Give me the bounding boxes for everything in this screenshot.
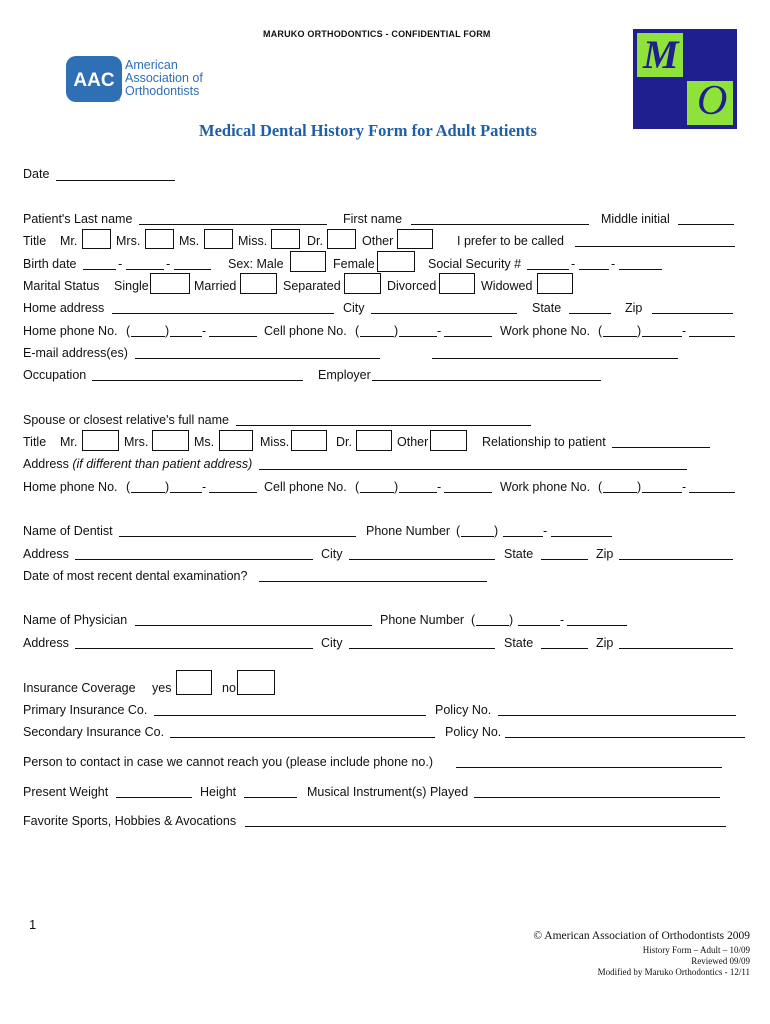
- spouse-home-phone-label: Home phone No.: [23, 480, 118, 494]
- dentist-name-label: Name of Dentist: [23, 524, 113, 538]
- emergency-contact-field[interactable]: [456, 767, 722, 768]
- spouse-field[interactable]: [236, 425, 531, 426]
- marital-divorced-checkbox[interactable]: [439, 273, 475, 294]
- work-phone-prefix-field[interactable]: [642, 336, 682, 337]
- spouse-title-miss-checkbox[interactable]: [291, 430, 327, 451]
- footer-copyright: © American Association of Orthodontists 2009: [533, 930, 750, 942]
- physician-phone-area-field[interactable]: [476, 625, 509, 626]
- mo-logo-letter-m: M: [643, 32, 679, 77]
- aao-logo-line1: American: [125, 58, 178, 72]
- footer-reviewed: Reviewed 09/09: [691, 956, 750, 966]
- date-label: Date: [23, 167, 50, 181]
- cell-phone-area-field[interactable]: [360, 336, 394, 337]
- home-phone-dash: -: [202, 324, 207, 338]
- physician-address-field[interactable]: [75, 648, 313, 649]
- spouse-title-other-checkbox[interactable]: [430, 430, 467, 451]
- dentist-address-label: Address: [23, 547, 69, 561]
- cell-phone-paren-open: (: [355, 324, 360, 338]
- physician-phone-label: Phone Number: [380, 613, 465, 627]
- birth-day-field[interactable]: [126, 269, 164, 270]
- home-city-label: City: [343, 301, 365, 315]
- spouse-title-ms-label: Ms.: [194, 435, 215, 449]
- ssn-part1-field[interactable]: [527, 269, 569, 270]
- footer-history: History Form – Adult – 10/09: [642, 945, 750, 955]
- spouse-cell-phone-dash: -: [437, 480, 442, 494]
- relationship-label: Relationship to patient: [482, 435, 606, 449]
- aao-logo-line2: Association of: [125, 71, 203, 85]
- dentist-phone-line-field[interactable]: [551, 536, 612, 537]
- middle-initial-label: Middle initial: [601, 212, 670, 226]
- ssn-part3-field[interactable]: [619, 269, 662, 270]
- secondary-insurance-label: Secondary Insurance Co.: [23, 725, 165, 739]
- sex-female-checkbox[interactable]: [377, 251, 415, 272]
- title-mrs-label: Mrs.: [116, 234, 141, 248]
- dentist-city-field[interactable]: [349, 559, 495, 560]
- mo-logo: [633, 29, 737, 129]
- insurance-yes-checkbox[interactable]: [176, 670, 212, 695]
- birth-sep-1: -: [118, 257, 123, 271]
- work-phone-line-field[interactable]: [689, 336, 735, 337]
- spouse-title-mrs-checkbox[interactable]: [152, 430, 189, 451]
- home-city-field[interactable]: [371, 313, 517, 314]
- birth-date-label: Birth date: [23, 257, 77, 271]
- dentist-name-field[interactable]: [119, 536, 356, 537]
- spouse-address-note: (if different than patient address): [72, 457, 253, 471]
- aao-logo-tm: TM: [113, 97, 121, 103]
- physician-zip-label: Zip: [596, 636, 614, 650]
- weight-label: Present Weight: [23, 785, 109, 799]
- title-mrs-checkbox[interactable]: [145, 229, 174, 249]
- cell-phone-label: Cell phone No.: [264, 324, 347, 338]
- occupation-field[interactable]: [92, 380, 303, 381]
- spouse-title-dr-checkbox[interactable]: [356, 430, 392, 451]
- marital-widowed-label: Widowed: [481, 279, 533, 293]
- form-header: MARUKO ORTHODONTICS - CONFIDENTIAL FORM: [263, 29, 491, 39]
- instrument-field[interactable]: [474, 797, 720, 798]
- spouse-title-mr-label: Mr.: [60, 435, 78, 449]
- ssn-sep-1: -: [571, 257, 576, 271]
- spouse-title-label: Title: [23, 435, 47, 449]
- spouse-work-phone-line-field[interactable]: [689, 492, 735, 493]
- height-field[interactable]: [244, 797, 297, 798]
- work-phone-dash: -: [682, 324, 687, 338]
- physician-name-label: Name of Physician: [23, 613, 128, 627]
- title-other-label: Other: [362, 234, 394, 248]
- work-phone-paren-close: ): [637, 324, 642, 338]
- spouse-home-phone-line-field[interactable]: [209, 492, 257, 493]
- home-state-label: State: [532, 301, 562, 315]
- marital-married-label: Married: [194, 279, 237, 293]
- home-phone-area-field[interactable]: [131, 336, 165, 337]
- physician-phone-paren-close: ): [509, 613, 514, 627]
- sex-female-label: Female: [333, 257, 375, 271]
- spouse-cell-phone-label: Cell phone No.: [264, 480, 347, 494]
- ssn-label: Social Security #: [428, 257, 522, 271]
- cell-phone-paren-close: ): [394, 324, 399, 338]
- dentist-phone-dash: -: [543, 524, 548, 538]
- birth-sep-2: -: [166, 257, 171, 271]
- spouse-address-label: Address (if different than patient address): [23, 457, 253, 471]
- sex-male-checkbox[interactable]: [290, 251, 326, 272]
- dentist-phone-area-field[interactable]: [461, 536, 494, 537]
- dentist-phone-prefix-field[interactable]: [503, 536, 543, 537]
- title-mr-checkbox[interactable]: [82, 229, 111, 249]
- last-name-field[interactable]: [139, 224, 327, 225]
- spouse-title-dr-label: Dr.: [336, 435, 352, 449]
- employer-field[interactable]: [372, 380, 601, 381]
- marital-single-label: Single: [114, 279, 149, 293]
- physician-phone-paren-open: (: [471, 613, 476, 627]
- spouse-title-mr-checkbox[interactable]: [82, 430, 119, 451]
- physician-address-label: Address: [23, 636, 69, 650]
- home-address-label: Home address: [23, 301, 105, 315]
- physician-name-field[interactable]: [135, 625, 372, 626]
- physician-phone-prefix-field[interactable]: [518, 625, 560, 626]
- home-zip-field[interactable]: [652, 313, 733, 314]
- dentist-city-label: City: [321, 547, 343, 561]
- spouse-title-other-label: Other: [397, 435, 429, 449]
- work-phone-label: Work phone No.: [500, 324, 591, 338]
- spouse-work-phone-area-field[interactable]: [603, 492, 637, 493]
- spouse-label: Spouse or closest relative's full name: [23, 413, 229, 427]
- sports-field[interactable]: [245, 826, 726, 827]
- spouse-work-phone-dash: -: [682, 480, 687, 494]
- spouse-title-ms-checkbox[interactable]: [219, 430, 253, 451]
- prefer-field[interactable]: [575, 246, 735, 247]
- first-name-field[interactable]: [411, 224, 589, 225]
- sex-male-label: Sex: Male: [228, 257, 284, 271]
- title-dr-label: Dr.: [307, 234, 323, 248]
- page-number: 1: [29, 917, 37, 932]
- spouse-title-mrs-label: Mrs.: [124, 435, 149, 449]
- employer-label: Employer: [318, 368, 371, 382]
- spouse-title-miss-label: Miss.: [260, 435, 290, 449]
- home-address-field[interactable]: [112, 313, 334, 314]
- secondary-policy-field[interactable]: [505, 737, 745, 738]
- recent-exam-field[interactable]: [259, 581, 487, 582]
- title-dr-checkbox[interactable]: [327, 229, 356, 249]
- spouse-home-phone-dash: -: [202, 480, 207, 494]
- physician-state-field[interactable]: [541, 648, 588, 649]
- occupation-label: Occupation: [23, 368, 87, 382]
- title-miss-label: Miss.: [238, 234, 268, 248]
- primary-insurance-label: Primary Insurance Co.: [23, 703, 148, 717]
- dentist-phone-label: Phone Number: [366, 524, 451, 538]
- title-mr-label: Mr.: [60, 234, 78, 248]
- aao-logo-line3: Orthodontists: [125, 84, 200, 98]
- spouse-work-phone-paren-open: (: [598, 480, 603, 494]
- marital-divorced-label: Divorced: [387, 279, 437, 293]
- secondary-policy-label: Policy No.: [445, 725, 502, 739]
- first-name-label: First name: [343, 212, 403, 226]
- spouse-cell-phone-area-field[interactable]: [360, 492, 394, 493]
- dentist-zip-field[interactable]: [619, 559, 733, 560]
- physician-city-field[interactable]: [349, 648, 495, 649]
- relationship-field[interactable]: [612, 447, 710, 448]
- home-phone-line-field[interactable]: [209, 336, 257, 337]
- spouse-work-phone-label: Work phone No.: [500, 480, 591, 494]
- footer-modified: Modified by Maruko Orthodontics - 12/11: [597, 967, 750, 977]
- home-state-field[interactable]: [569, 313, 611, 314]
- spouse-work-phone-paren-close: ): [637, 480, 642, 494]
- physician-phone-dash: -: [560, 613, 565, 627]
- title-ms-checkbox[interactable]: [204, 229, 233, 249]
- middle-initial-field[interactable]: [678, 224, 734, 225]
- home-phone-paren-open: (: [126, 324, 131, 338]
- weight-field[interactable]: [116, 797, 192, 798]
- title-label: Title: [23, 234, 47, 248]
- insurance-yes-label: yes: [152, 681, 172, 695]
- marital-widowed-checkbox[interactable]: [537, 273, 573, 294]
- marital-single-checkbox[interactable]: [150, 273, 190, 294]
- birth-month-field[interactable]: [83, 269, 116, 270]
- title-ms-label: Ms.: [179, 234, 200, 248]
- email-label: E-mail address(es): [23, 346, 128, 360]
- dentist-phone-paren-open: (: [456, 524, 461, 538]
- prefer-label: I prefer to be called: [457, 234, 565, 248]
- dentist-address-field[interactable]: [75, 559, 313, 560]
- cell-phone-line-field[interactable]: [444, 336, 492, 337]
- cell-phone-dash: -: [437, 324, 442, 338]
- recent-exam-label: Date of most recent dental examination?: [23, 569, 248, 583]
- home-phone-prefix-field[interactable]: [170, 336, 202, 337]
- marital-separated-checkbox[interactable]: [344, 273, 381, 294]
- dentist-state-field[interactable]: [541, 559, 588, 560]
- ssn-sep-2: -: [611, 257, 616, 271]
- title-other-checkbox[interactable]: [397, 229, 433, 249]
- spouse-cell-phone-paren-close: ): [394, 480, 399, 494]
- spouse-home-phone-paren-close: ): [165, 480, 170, 494]
- secondary-insurance-field[interactable]: [170, 737, 435, 738]
- physician-state-label: State: [504, 636, 534, 650]
- spouse-cell-phone-paren-open: (: [355, 480, 360, 494]
- form-title: Medical Dental History Form for Adult Patients: [199, 121, 537, 140]
- work-phone-paren-open: (: [598, 324, 603, 338]
- marital-married-checkbox[interactable]: [240, 273, 277, 294]
- home-phone-paren-close: ): [165, 324, 170, 338]
- home-zip-label: Zip: [625, 301, 643, 315]
- dentist-state-label: State: [504, 547, 534, 561]
- sports-label: Favorite Sports, Hobbies & Avocations: [23, 814, 237, 828]
- physician-city-label: City: [321, 636, 343, 650]
- birth-year-field[interactable]: [174, 269, 211, 270]
- spouse-cell-phone-prefix-field[interactable]: [399, 492, 437, 493]
- instrument-label: Musical Instrument(s) Played: [307, 785, 469, 799]
- dentist-zip-label: Zip: [596, 547, 614, 561]
- cell-phone-prefix-field[interactable]: [399, 336, 437, 337]
- emergency-contact-label: Person to contact in case we cannot reach you (please include phone no.): [23, 755, 433, 769]
- date-field[interactable]: [56, 180, 175, 181]
- marital-status-label: Marital Status: [23, 279, 100, 293]
- spouse-address-field[interactable]: [259, 469, 687, 470]
- marital-separated-label: Separated: [283, 279, 341, 293]
- email-field-1[interactable]: [135, 358, 380, 359]
- primary-policy-label: Policy No.: [435, 703, 492, 717]
- spouse-home-phone-prefix-field[interactable]: [170, 492, 202, 493]
- physician-zip-field[interactable]: [619, 648, 733, 649]
- last-name-label: Patient's Last name: [23, 212, 133, 226]
- dentist-phone-paren-close: ): [494, 524, 499, 538]
- insurance-coverage-label: Insurance Coverage: [23, 681, 136, 695]
- aao-logo: [66, 56, 203, 106]
- insurance-no-label: no: [222, 681, 236, 695]
- email-field-2[interactable]: [432, 358, 678, 359]
- insurance-no-checkbox[interactable]: [237, 670, 275, 695]
- spouse-home-phone-area-field[interactable]: [131, 492, 165, 493]
- physician-phone-line-field[interactable]: [567, 625, 627, 626]
- spouse-home-phone-paren-open: (: [126, 480, 131, 494]
- spouse-work-phone-prefix-field[interactable]: [642, 492, 682, 493]
- work-phone-area-field[interactable]: [603, 336, 637, 337]
- aao-logo-abbrev: AAC: [73, 70, 115, 91]
- mo-logo-letter-o: O: [697, 78, 728, 124]
- title-miss-checkbox[interactable]: [271, 229, 300, 249]
- primary-policy-field[interactable]: [498, 715, 736, 716]
- ssn-part2-field[interactable]: [579, 269, 609, 270]
- home-phone-label: Home phone No.: [23, 324, 118, 338]
- spouse-cell-phone-line-field[interactable]: [444, 492, 492, 493]
- primary-insurance-field[interactable]: [154, 715, 426, 716]
- height-label: Height: [200, 785, 237, 799]
